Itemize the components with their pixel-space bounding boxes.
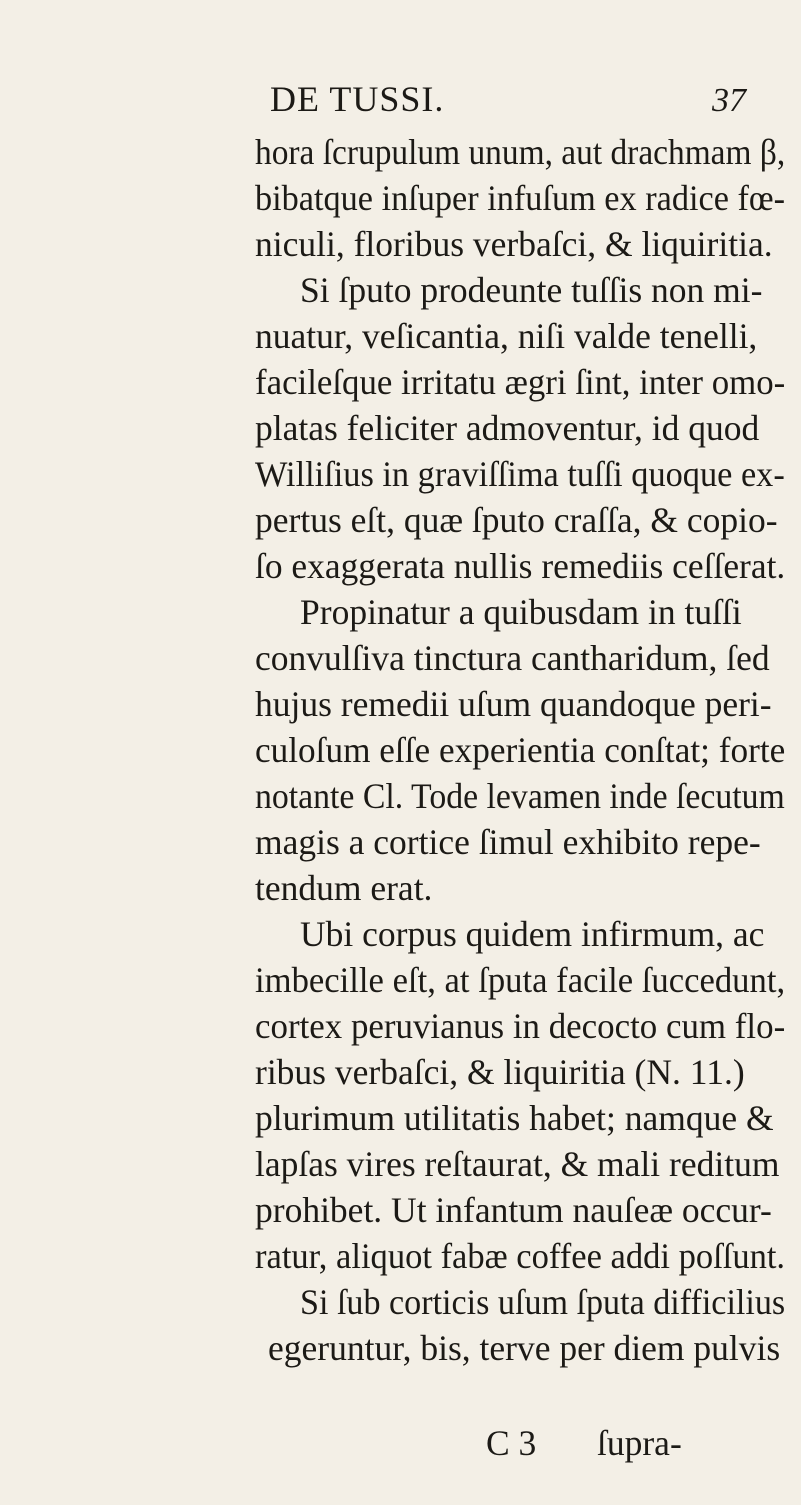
text-line: Si ſputo prodeunte tuſſis non mi-	[300, 270, 763, 310]
text-line: ſo exaggerata nullis remediis ceſſerat.	[255, 546, 786, 586]
text-line: hujus remedii uſum quandoque peri-	[255, 684, 772, 724]
text-line: cortex peruvianus in decocto cum flo-	[255, 1006, 786, 1046]
text-line: Williſius in graviſſima tuſſi quoque ex-	[255, 454, 785, 494]
text-line: pertus eſt, quæ ſputo craſſa, & copio-	[255, 500, 778, 540]
text-line: Ubi corpus quidem infirmum, ac	[300, 914, 765, 954]
text-line: tendum erat.	[255, 868, 433, 908]
text-line: nuatur, veſicantia, niſi valde tenelli,	[255, 316, 758, 356]
text-line: Propinatur a quibusdam in tuſſi	[300, 592, 742, 632]
running-title: DE TUSSI.	[270, 79, 445, 119]
text-line: niculi, floribus verbaſci, & liquiritia.	[255, 224, 773, 264]
text-line: Si ſub corticis uſum ſputa difficilius	[300, 1282, 786, 1322]
text-line: magis a cortice ſimul exhibito repe-	[255, 822, 761, 862]
catchword: ſupra-	[597, 1423, 682, 1463]
text-line: ratur, aliquot fabæ coffee addi poſſunt.	[255, 1236, 786, 1276]
text-line: platas feliciter admoventur, id quod	[255, 408, 760, 448]
page-number: 37	[712, 82, 746, 119]
text-line: plurimum utilitatis habet; namque &	[255, 1098, 774, 1138]
text-line: convulſiva tinctura cantharidum, ſed	[255, 638, 770, 678]
text-line: lapſas vires reſtaurat, & mali reditum	[255, 1144, 780, 1184]
running-head	[0, 72, 801, 122]
text-line: bibatque inſuper infuſum ex radice fœ-	[255, 178, 786, 218]
text-line: prohibet. Ut infantum nauſeæ occur-	[255, 1190, 772, 1230]
text-line: ribus verbaſci, & liquiritia (N. 11.)	[255, 1052, 745, 1092]
text-line: hora ſcrupulum unum, aut drachmam β,	[255, 132, 786, 172]
text-line: facileſque irritatu ægri ſint, inter omo-	[255, 362, 786, 402]
text-line: egeruntur, bis, terve per diem pulvis	[268, 1328, 781, 1368]
signature-mark: C 3	[486, 1423, 537, 1463]
text-line: culoſum eſſe experientia conſtat; forte	[255, 730, 786, 770]
text-line: imbecille eſt, at ſputa facile ſuccedunt,	[255, 960, 786, 1000]
text-line: notante Cl. Tode levamen inde ſecutum	[255, 776, 785, 816]
